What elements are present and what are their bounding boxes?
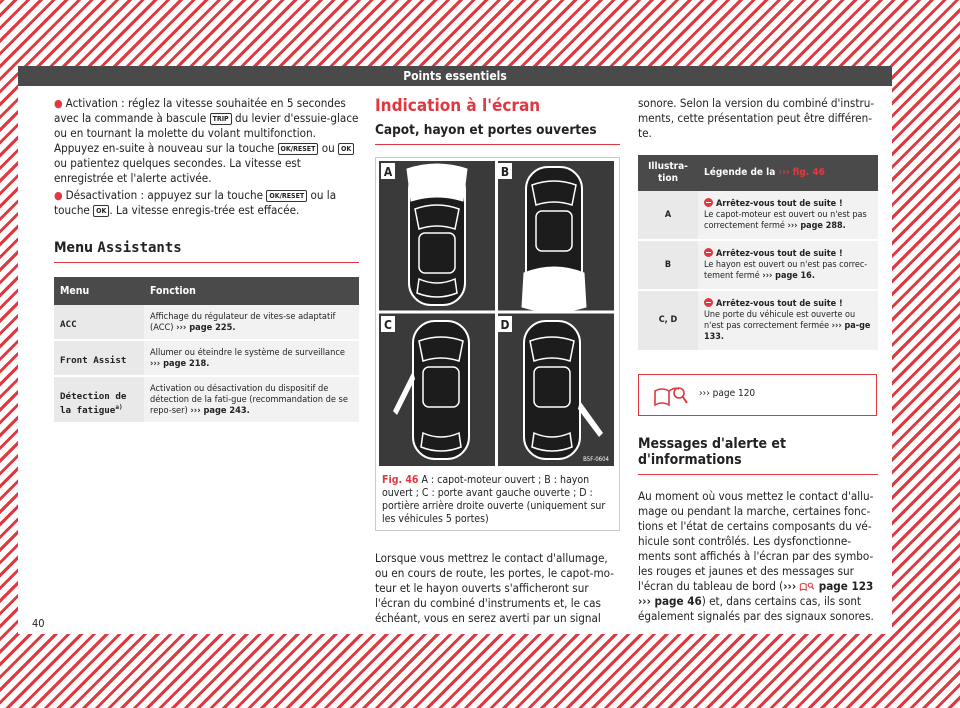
messages-heading: Messages d'alerte et d'informations (638, 436, 878, 475)
bullet-dot-icon: ● (54, 97, 63, 110)
figure-46 (375, 157, 620, 531)
car-b-tailgate-open (522, 167, 586, 312)
fonction-cell: Activation ou désactivation du dispositif de détection de la fati-gue (recommandation de se repo-ser) ››› page 243. (144, 376, 359, 423)
section-subtitle: Capot, hayon et portes ouvertes (375, 122, 620, 145)
right-paragraph-2: Au moment où vous mettez le contact d'allu-mage ou pendant la marche, certaines fonc-tions et l'état de certains composants du vé-hicule sont contrôlés. Les dysfonctionne-ments sont affichés à l'écran par des symbo-les rouges et jaunes et des messages sur l'écran du tableau de bord (››› page 123 ››› page 46) et, dans certains cas, ils sont également signalés par des signaux sonores. (638, 489, 874, 623)
illustration-cell: C, D (638, 290, 698, 351)
page-link[interactable]: ››› page 225. (176, 322, 236, 333)
page-link[interactable]: ››› page 46 (638, 594, 702, 608)
trip-key-icon: TRIP (210, 113, 232, 125)
figure-caption: Fig. 46 A : capot-moteur ouvert ; B : hayon ouvert ; C : porte avant gauche ouverte ; D : portière arrière droite ouverte (uniquement sur les véhicules 5 portes) (382, 474, 606, 525)
fonction-cell: Allumer ou éteindre le système de surveillance ››› page 218. (144, 340, 359, 376)
menu-assistants-heading: Menu Assistants (54, 240, 359, 263)
column-left (54, 96, 359, 424)
legend-table (638, 155, 878, 352)
menu-table (54, 277, 359, 424)
table-row (54, 340, 359, 376)
document-page (18, 66, 892, 634)
ok-reset-key-icon: OK/RESET (266, 190, 307, 202)
page-link[interactable]: ››› page 16. (762, 271, 815, 281)
figure-caption-label: Fig. 46 (382, 474, 419, 486)
fig-link[interactable]: ››› fig. 46 (778, 167, 825, 178)
illustration-cell: A (638, 191, 698, 240)
book-magnifier-icon (653, 383, 689, 407)
header-title: Points essentiels (403, 69, 507, 83)
figure-label-b: B (500, 165, 510, 179)
ok-reset-key-icon: OK/RESET (278, 143, 319, 155)
see-also-box (638, 374, 877, 416)
table-header-legende: Légende de la ››› fig. 46 (698, 155, 878, 191)
menu-cell: Front Assist (54, 340, 144, 376)
table-header-menu: Menu (54, 277, 144, 305)
bullet-dot-icon: ● (54, 189, 63, 202)
page-link[interactable]: ››› page 120 (699, 388, 756, 399)
legend-cell: Arrêtez-vous tout de suite ! Le capot-moteur est ouvert ou n'est pas correctement fermé ››› page 288. (698, 191, 878, 240)
middle-paragraph: Lorsque vous mettrez le contact d'allumage, ou en cours de route, les portes, le capot-mo-teur et le hayon ouverts s'afficheront sur l'écran du combiné d'instruments et, le cas échéant, vous en serez averti par un signal (375, 551, 614, 625)
stop-warning-icon (704, 198, 713, 207)
page-link[interactable]: ››› page 243. (190, 405, 250, 416)
column-middle (375, 96, 620, 626)
page-link[interactable]: ››› page 288. (787, 221, 846, 231)
book-magnifier-icon (799, 581, 815, 591)
car-diagram-svg (379, 161, 614, 466)
page-link[interactable]: page 123 (818, 579, 874, 593)
figure-label-a: A (383, 165, 393, 179)
ok-key-icon: OK (93, 205, 109, 217)
section-title: Indication à l'écran (375, 96, 541, 116)
page-number: 40 (32, 617, 45, 630)
page-link[interactable]: ››› page 218. (150, 358, 210, 369)
figure-code: B5F-0604 (583, 456, 609, 463)
page-header (18, 66, 892, 86)
menu-cell: ACC (54, 305, 144, 340)
right-paragraph-1: sonore. Selon la version du combiné d'instru-ments, cette présentation peut être différen-te. (638, 96, 875, 140)
fonction-cell: Affichage du régulateur de vites-se adaptatif (ACC) ››› page 225. (144, 305, 359, 340)
table-row (54, 376, 359, 423)
page-link[interactable]: ››› pa-ge 133. (704, 321, 871, 342)
table-header-illustration: Illustra-tion (638, 155, 698, 191)
legend-cell: Arrêtez-vous tout de suite ! Une porte du véhicule est ouverte ou n'est pas correctement fermée ››› pa-ge 133. (698, 290, 878, 351)
legend-cell: Arrêtez-vous tout de suite ! Le hayon est ouvert ou n'est pas correc-tement fermé ››› page 16. (698, 240, 878, 290)
figure-label-d: D (500, 318, 510, 332)
car-diagram-image (379, 161, 614, 466)
stop-warning-icon (704, 298, 713, 307)
ok-key-icon: OK (338, 143, 354, 155)
illustration-cell: B (638, 240, 698, 290)
table-header-fonction: Fonction (144, 277, 359, 305)
table-row (54, 305, 359, 340)
figure-label-c: C (384, 318, 392, 332)
stop-warning-icon (704, 248, 713, 257)
bullet-activation: ● Activation : réglez la vitesse souhaitée en 5 secondes avec la commande à bascule TRIP du levier d'essuie-glace ou en tournant la molette du volant multifonction. Appuyez en-suite à nouveau sur la touche OK/RESET ou OK ou patientez quelques secondes. La vitesse est enregistrée et l'alerte activée. (54, 96, 359, 185)
table-row (638, 240, 878, 290)
table-row (638, 191, 878, 240)
menu-cell: Détection de la fatigue$^{a)}$ (54, 376, 144, 423)
column-right (638, 96, 878, 624)
car-a-hood-open (407, 164, 467, 305)
table-row (638, 290, 878, 351)
bullet-desactivation: ● Désactivation : appuyez sur la touche OK/RESET ou la touche OK . La vitesse enregis-trée est effacée. (54, 188, 337, 217)
